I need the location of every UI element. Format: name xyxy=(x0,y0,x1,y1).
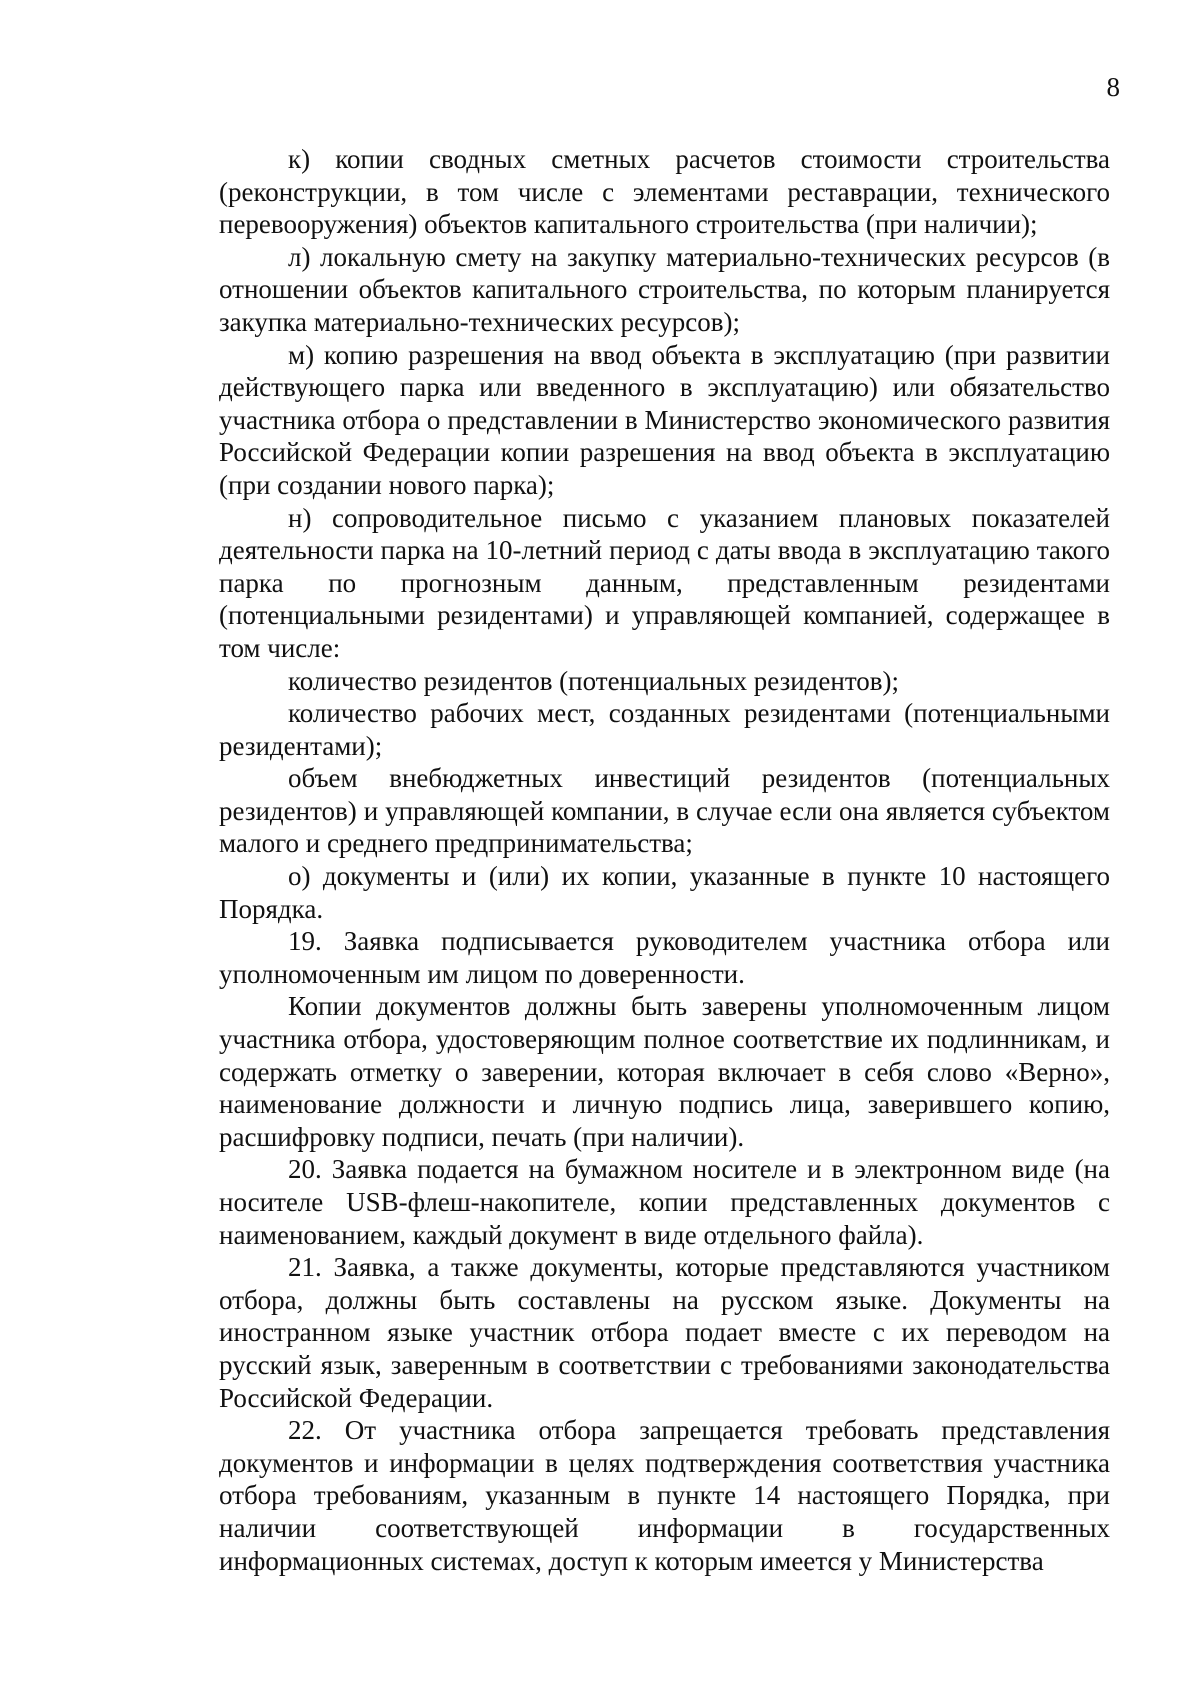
paragraph-item-m: м) копию разрешения на ввод объекта в эксплуатацию (при развитии действующего парка или введенного в эксплуатацию) или обязательство участника отбора о представлении в Министерство экономического развития Российской Федерации копии разрешения на ввод объекта в эксплуатацию (при создании нового парка); xyxy=(219,339,1110,500)
paragraph-item-k: к) копии сводных сметных расчетов стоимости строительства (реконструкции, в том числе с элементами реставрации, технического перевооружения) объектов капитального строительства (при наличии); xyxy=(219,144,1110,240)
paragraph-investments: объем внебюджетных инвестиций резидентов (потенциальных резидентов) и управляющей компании, в случае если она является субъектом малого и среднего предпринимательства; xyxy=(219,763,1110,859)
paragraph-item-l: л) локальную смету на закупку материально-технических ресурсов (в отношении объектов капитального строительства, по которым планируется закупка материально-технических ресурсов); xyxy=(219,241,1110,337)
paragraph-residents-count: количество резидентов (потенциальных резидентов); xyxy=(288,665,900,696)
paragraph-19: 19. Заявка подписывается руководителем участника отбора или уполномоченным им лицом по доверенности. xyxy=(219,926,1110,989)
document-body xyxy=(219,143,1110,1577)
paragraph-20: 20. Заявка подается на бумажном носителе и в электронном виде (на носителе USB-флеш-накопителе, копии представленных документов с наименованием, каждый документ в виде отдельного файла). xyxy=(219,1154,1110,1250)
paragraph-22: 22. От участника отбора запрещается требовать представления документов и информации в целях подтверждения соответствия участника отбора требованиям, указанным в пункте 14 настоящего Порядка, при наличии соответствующей информации в государственных информационных системах, доступ к которым имеется у Министерства xyxy=(219,1415,1110,1576)
paragraph-item-o: о) документы и (или) их копии, указанные в пункте 10 настоящего Порядка. xyxy=(219,861,1110,924)
page-number: 8 xyxy=(1106,72,1120,102)
paragraph-copies-certification: Копии документов должны быть заверены уполномоченным лицом участника отбора, удостоверяющим полное соответствие их подлинникам, и содержать отметку о заверении, которая включает в себя слово «Верно», наименование должности и личную подпись лица, заверившего копию, расшифровку подписи, печать (при наличии). xyxy=(219,991,1110,1152)
paragraph-workplaces-count: количество рабочих мест, созданных резидентами (потенциальными резидентами); xyxy=(219,698,1110,761)
paragraph-21: 21. Заявка, а также документы, которые представляются участником отбора, должны быть составлены на русском языке. Документы на иностранном языке участник отбора подает вместе с их переводом на русский язык, заверенным в соответствии с требованиями законодательства Российской Федерации. xyxy=(219,1252,1110,1413)
paragraph-item-n: н) сопроводительное письмо с указанием плановых показателей деятельности парка на 10-летний период с даты ввода в эксплуатацию такого парка по прогнозным данным, представленным резидентами (потенциальными резидентами) и управляющей компанией, содержащее в том числе: xyxy=(219,502,1110,663)
